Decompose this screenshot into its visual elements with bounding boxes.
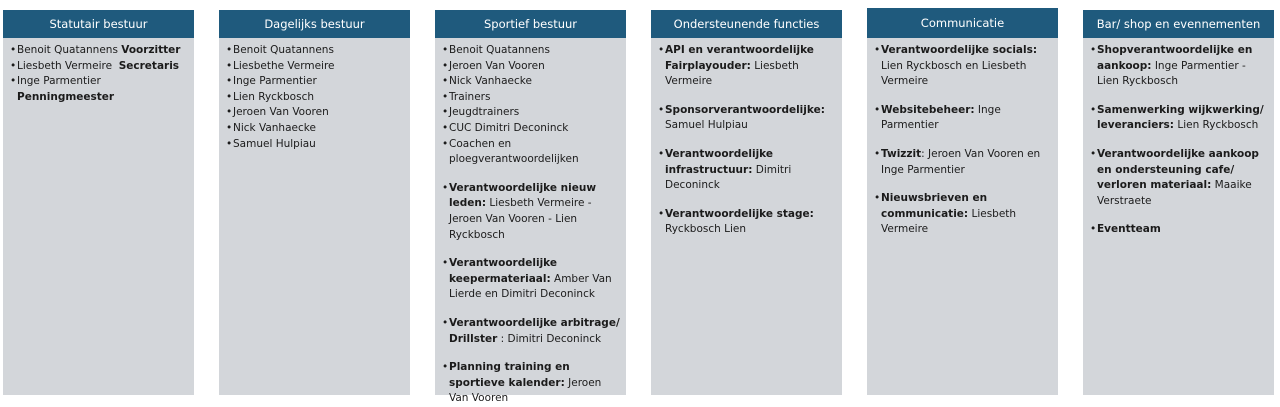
list-item: • Samuel Hulpiau (226, 137, 404, 153)
list-item: • Eventteam (1090, 222, 1268, 238)
list-item: • Verantwoordelijke nieuw leden: Liesbeth Vermeire - Jeroen Van Vooren - Lien Ryckbosch (442, 181, 620, 243)
list-item: • Jeugdtrainers (442, 105, 620, 121)
list-item: • Nieuwsbrieven en communicatie: Liesbeth Vermeire (874, 191, 1052, 238)
column-body (1083, 38, 1274, 395)
column-body (867, 38, 1058, 395)
list-item: • Samenwerking wijkwerking/ leveranciers: Lien Ryckbosch (1090, 103, 1268, 134)
list-item: • Verantwoordelijke stage: Ryckbosch Lien (658, 207, 836, 238)
column-header: Ondersteunende functies (651, 10, 842, 38)
list-item: • Planning training en sportieve kalender: Jeroen Van Vooren (442, 360, 620, 407)
list-item: • Verantwoordelijke keepermateriaal: Amber Van Lierde en Dimitri Deconinck (442, 256, 620, 303)
list-item: • Liesbeth Vermeire Secretaris (10, 59, 188, 75)
list-item: • Shopverantwoordelijke en aankoop: Inge Parmentier - Lien Ryckbosch (1090, 43, 1268, 90)
list-item: • Jeroen Van Vooren (442, 59, 620, 75)
column-body (3, 38, 194, 395)
list-item: • Twizzit: Jeroen Van Vooren en Inge Parmentier (874, 147, 1052, 178)
column-statutair-bestuur (3, 10, 194, 395)
list-item: • Nick Vanhaecke (442, 74, 620, 90)
column-header: Dagelijks bestuur (219, 10, 410, 38)
list-item: • Nick Vanhaecke (226, 121, 404, 137)
list-item: • Sponsorverantwoordelijke: Samuel Hulpiau (658, 103, 836, 134)
list-item: • Benoit Quatannens (442, 43, 620, 59)
list-item: • API en verantwoordelijke Fairplayouder: Liesbeth Vermeire (658, 43, 836, 90)
column-header: Bar/ shop en evennementen (1083, 10, 1274, 38)
list-item: • Liesbethe Vermeire (226, 59, 404, 75)
list-item: • Trainers (442, 90, 620, 106)
column-header: Sportief bestuur (435, 10, 626, 38)
list-item: • Jeroen Van Vooren (226, 105, 404, 121)
list-item: • Verantwoordelijke socials: Lien Ryckbosch en Liesbeth Vermeire (874, 43, 1052, 90)
list-item: • Verantwoordelijke arbitrage/ Drillster : Dimitri Deconinck (442, 316, 620, 347)
list-item: • Coachen en ploegverantwoordelijken (442, 137, 620, 168)
list-item: • Websitebeheer: Inge Parmentier (874, 103, 1052, 134)
list-item: • Lien Ryckbosch (226, 90, 404, 106)
column-ondersteunende-functies (651, 10, 842, 395)
column-communicatie (867, 8, 1058, 395)
list-item: • Verantwoordelijke infrastructuur: Dimitri Deconinck (658, 147, 836, 194)
list-item: • Inge Parmentier (226, 74, 404, 90)
column-body (651, 38, 842, 395)
column-body (219, 38, 410, 395)
column-header: Statutair bestuur (3, 10, 194, 38)
column-body (435, 38, 626, 405)
list-item: • CUC Dimitri Deconinck (442, 121, 620, 137)
list-item: • Inge Parmentier Penningmeester (10, 74, 188, 105)
column-header: Communicatie (867, 8, 1058, 38)
list-item: • Benoit Quatannens (226, 43, 404, 59)
list-item: • Benoit Quatannens Voorzitter (10, 43, 188, 59)
column-bar-shop-evenementen (1083, 10, 1274, 395)
column-sportief-bestuur (435, 10, 626, 405)
column-dagelijks-bestuur (219, 10, 410, 395)
list-item: • Verantwoordelijke aankoop en ondersteuning cafe/ verloren materiaal: Maaike Verstraete (1090, 147, 1268, 209)
